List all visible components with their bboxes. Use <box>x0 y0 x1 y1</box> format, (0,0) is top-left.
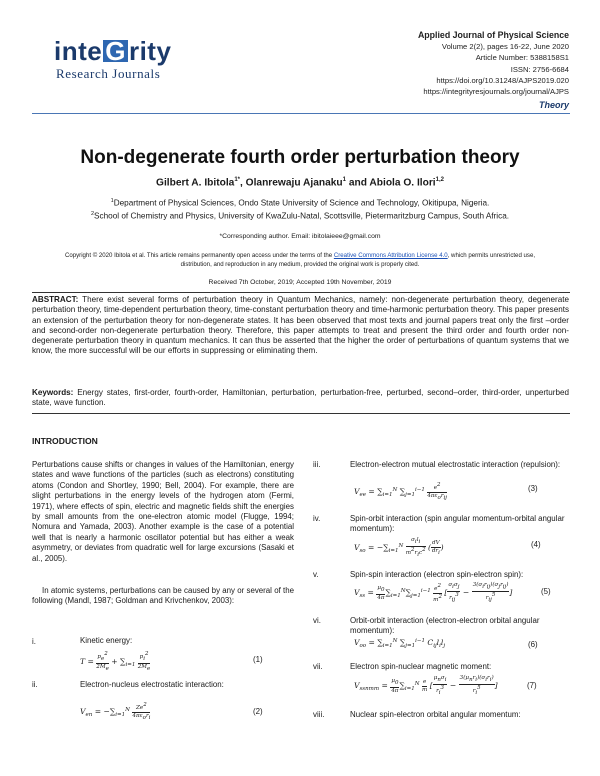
doi-link[interactable]: https://doi.org/10.31248/AJPS2019.020 <box>436 75 569 85</box>
list-label: Electron-nucleus electrostatic interaction: <box>80 680 224 689</box>
journal-url-link[interactable]: https://integrityresjournals.org/journal/AJPS <box>423 87 569 97</box>
equation: $V_{ssnmm}$ = $\frac{\mu 0}{4\pi}$ $\sum_{i=1}^N$ $\frac{e}{m}$ [ $\frac{\text{μnσi}}{ri3}$ − $\frac{\text{3(μnri)(σiri)}}{ri5}$ ] <box>354 675 498 696</box>
list-number: iii. <box>313 460 321 469</box>
list-label: Orbit-orbit interaction (electron-electron orbital angular momentum): <box>350 616 540 636</box>
equation: $V_{ss}$ = $\frac{\mu 0}{4\pi}$ $\sum_{i=1}^N\sum_{j=1}^{i-1}$ $\frac{e2}{m2}$ [ $\frac{\text{σiσj}}{\text{rij3}}$ − $\frac{\text{3(σirij)(σjrij)}}{\text{rij5}}$ ] <box>354 582 513 603</box>
logo-wordmark: inte G rity <box>54 36 172 66</box>
abstract-top-rule <box>32 292 570 293</box>
logo-subtitle: Research Journals <box>56 66 161 81</box>
list-number: ii. <box>32 680 38 689</box>
section-label: Theory <box>538 100 569 110</box>
equation-number: (1) <box>253 655 263 664</box>
intro-paragraph: Perturbations cause shifts or changes in values of the Hamiltonian, energy states and wave functions of the particles (such as electrons) constituting atoms (Condon and Shortley, 1990; Bell, 2004). For example, there are slight perturbations in the energy levels of the hydrogen atom (Fermi, 1971), where effects of spin, electric and magnetic fields shift the energies by small amounts from the one-electron atomic model (Flugge, 1994; Nomura and Yamada, 2003). Another example is the case of a potential well that is nearly a harmonic oscillator potential but has either a weak asymmetry, or deviates from quadratic well for large excursions (Sasaki et al., 2005). <box>32 460 294 563</box>
equation: $V_{oo} = \sum_{i=1}^N$ $\sum_{j=1}^{i-1}$ $C_{ij}l_il_j$ <box>354 638 446 649</box>
equation: $V_{so} = -\sum_{i=1}^N$ $\frac{\text{σili}}{\text{m2ric2}}$ ( $\frac{dV}{\text{dri}}$ ) <box>354 537 444 558</box>
affiliations <box>0 196 600 221</box>
abstract-bottom-rule <box>32 413 570 414</box>
equation-number: (2) <box>253 707 263 716</box>
equation-number: (6) <box>528 640 538 649</box>
author-list: Gilbert A. Ibitola$^{1*}$, Olanrewaju Ajanaku$^1$ and Abiola O. Ilori$^{1,2}$ <box>156 177 444 189</box>
list-label: Spin-orbit interaction (spin angular momentum-orbital angular momentum): <box>350 514 565 534</box>
paper-title: Non-degenerate fourth order perturbation theory <box>80 147 520 168</box>
author-name: Gilbert A. Ibitola <box>156 177 235 189</box>
received-accepted-dates: Received 7th October, 2019; Accepted 19th November, 2019 <box>208 279 392 286</box>
list-label: Nuclear spin-electron orbital angular momentum: <box>350 710 521 719</box>
list-number: viii. <box>313 710 325 719</box>
equation: $V_{en} = -\sum_{i=1}^N$ $\frac{Ze2}{\text{4πεori}}$ <box>80 702 151 721</box>
list-number: v. <box>313 570 319 579</box>
affiliation: $^2$School of Chemistry and Physics, University of KwaZulu-Natal, Scottsville, Pietermaritzburg Campus, South Africa. <box>90 210 510 221</box>
intro-paragraph: In atomic systems, perturbations can be caused by any or several of the following (Mandl, 1987; Goldman and Krivchenkov, 2003): <box>32 586 294 606</box>
list-label: Kinetic energy: <box>80 636 133 645</box>
journal-meta <box>418 30 569 97</box>
issn: ISSN: 2756-6684 <box>510 64 569 74</box>
list-number: i. <box>32 637 36 646</box>
author-name: Abiola O. Ilori <box>369 177 436 189</box>
equation: T = $\frac{pe2}{2Me}$ + $\sum_{i=1}$ $\frac{pi2}{2Me}$ <box>80 651 151 672</box>
article-number: Article Number: 5388158S1 <box>475 53 569 63</box>
equation-number: (7) <box>527 681 537 690</box>
list-label: Electron spin-nuclear magnetic moment: <box>350 662 492 671</box>
author-name: Olanrewaju Ajanaku <box>245 177 343 189</box>
list-number: iv. <box>313 514 321 523</box>
keywords: Keywords: Energy states, first-order, fourth-order, Hamiltonian, perturbation, perturbation-free, perturbed, second–order, third-order, unperturbed state, wave function. <box>32 388 569 408</box>
equation: $V_{ee} = \sum_{i=1}^N$ $\sum_{j=1}^{i-1}$ $\frac{e2}{\text{4πεorij}}$ <box>354 482 447 501</box>
list-label: Spin-spin interaction (electron spin-electron spin): <box>350 570 524 579</box>
license-link[interactable]: Creative Commons Attribution License 4.0 <box>333 252 448 259</box>
section-heading: INTRODUCTION <box>32 436 98 446</box>
list-label: Electron-electron mutual electrostatic interaction (repulsion): <box>350 460 561 469</box>
header-divider <box>32 113 570 114</box>
journal-logo <box>54 36 184 86</box>
journal-volume: Volume 2(2), pages 16-22, June 2020 <box>441 42 569 52</box>
corresponding-author: *Corresponding author. Email: ibitolaieee@gmail.com <box>219 233 381 240</box>
equation-number: (4) <box>531 540 541 549</box>
journal-name: Applied Journal of Physical Science <box>417 30 569 40</box>
affiliation: $^1$Department of Physical Sciences, Ondo State University of Science and Technology, Okitipupa, Nigeria. <box>110 198 490 208</box>
list-number: vii. <box>313 662 323 671</box>
equation-number: (5) <box>541 587 551 596</box>
equation-number: (3) <box>528 484 538 493</box>
list-number: vi. <box>313 616 321 625</box>
abstract: ABSTRACT: There exist several forms of perturbation theory in Quantum Mechanics, namely: non-degenerate perturbation theory, degenerate perturbation theory, time-dependent perturbation theory, time-constant perturbation theory and time-harmonic perturbation theory. This paper presents an extension of the perturbation theory for non-degenerate states. It has been observed that most texts and journal papers treat only the first –order and second-order non-degenerate perturbation theory. Therefore, this paper attempts to treat and present the third order and fourth order non-degenerate perturbation theory in quantum mechanics. It can thus be asserted that the higher the order of perturbations of quantum systems that we know, the more successful will be our efforts in suppressing or eliminating them. <box>32 295 569 356</box>
copyright-notice: Copyright © 2020 Ibitola et al. This article remains permanently open access under the terms of the Creative Commons Attribution License 4.0, which permits unrestricted use, distribution, and reproduction in any medium, provided the original work is properly cited. <box>64 252 536 269</box>
